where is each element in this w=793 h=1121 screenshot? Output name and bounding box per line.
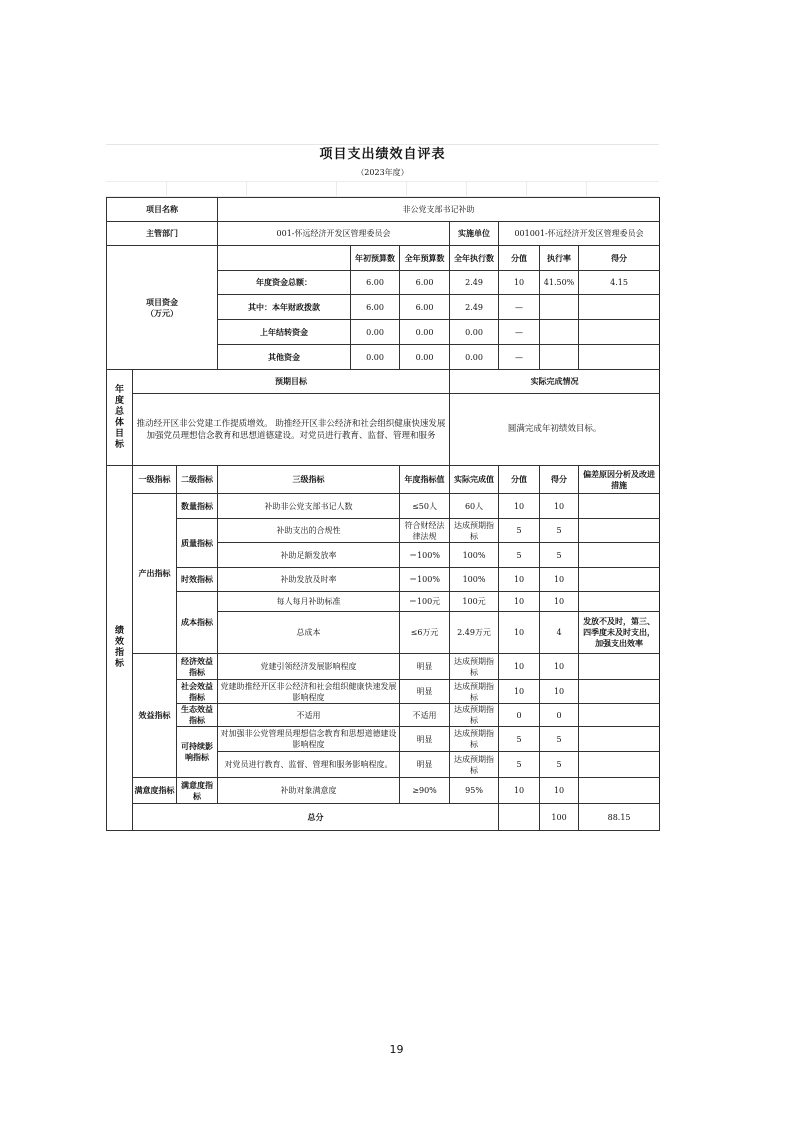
ind-score: 10: [540, 494, 579, 519]
funds-row-initial: 0.00: [351, 345, 400, 370]
level2-social: 社会效益指标: [177, 680, 218, 704]
total-blank: [499, 804, 540, 831]
ind-header-note: 偏差原因分析及改进措施: [579, 466, 660, 494]
level2-economic: 经济效益指标: [177, 654, 218, 680]
ind-name: 不适用: [218, 704, 400, 727]
ind-value: 0: [499, 704, 540, 727]
funds-header-annual: 全年预算数: [400, 246, 450, 271]
level2-timeliness: 时效指标: [177, 568, 218, 592]
ind-value: 5: [499, 752, 540, 778]
indicator-row: [107, 727, 660, 752]
level2-quantity: 数量指标: [177, 494, 218, 519]
funds-row-executed: 2.49: [450, 271, 499, 295]
dept-value: 001-怀远经济开发区管理委员会: [218, 222, 450, 246]
level2-sustainable: 可持续影响指标: [177, 727, 218, 778]
ind-target: ＝100%: [400, 543, 450, 568]
ind-header-score: 得分: [540, 466, 579, 494]
ind-score: 10: [540, 778, 579, 804]
ind-score: 10: [540, 568, 579, 592]
total-label: 总分: [133, 804, 499, 831]
ind-target: ＝100%: [400, 568, 450, 592]
indicator-row: [107, 778, 660, 804]
funds-row-score: [579, 295, 660, 320]
ind-score: 5: [540, 519, 579, 543]
goals-header-row: [107, 370, 660, 394]
funds-row-annual: 0.00: [400, 345, 450, 370]
ind-actual: 达成预期指标: [450, 654, 499, 680]
funds-row-value: —: [499, 320, 540, 345]
goals-expected: 推动经开区非公党建工作提质增效。 助推经开区非公经济和社会组织健康快速发展加强党员理想信念教育和思想道德建设。对党员进行教育、监督、管理和服务: [133, 394, 450, 466]
funds-row-name: 其他资金: [218, 345, 351, 370]
ind-target: ＝100元: [400, 592, 450, 612]
ind-name: 补助非公党支部书记人数: [218, 494, 400, 519]
ind-target: ≥90%: [400, 778, 450, 804]
ind-name: 对加强非公党管理员理想信念教育和思想道德建设影响程度: [218, 727, 400, 752]
ind-actual: 100元: [450, 592, 499, 612]
total-score: 88.15: [579, 804, 660, 831]
ind-value: 10: [499, 592, 540, 612]
ind-value: 5: [499, 543, 540, 568]
unit-value: 001001-怀远经济开发区管理委员会: [499, 222, 660, 246]
ind-score: 10: [540, 654, 579, 680]
ind-actual: 达成预期指标: [450, 727, 499, 752]
ind-actual: 95%: [450, 778, 499, 804]
project-name-label: 项目名称: [107, 198, 218, 222]
level1-benefit: 效益指标: [133, 654, 177, 778]
funds-row-name: 其中：本年财政拨款: [218, 295, 351, 320]
ind-name: 总成本: [218, 612, 400, 654]
evaluation-table: [106, 197, 660, 831]
funds-header-initial: 年初预算数: [351, 246, 400, 271]
unit-label: 实施单位: [450, 222, 499, 246]
level2-cost: 成本指标: [177, 592, 218, 654]
evaluation-form: [106, 144, 659, 831]
ind-target: 符合财经法律法规: [400, 519, 450, 543]
indicators-label-text: 绩效指标: [114, 626, 124, 669]
form-year: （2023年度）: [356, 168, 409, 177]
ind-actual: 达成预期指标: [450, 519, 499, 543]
ind-header-target: 年度指标值: [400, 466, 450, 494]
funds-row-score: 4.15: [579, 271, 660, 295]
goals-expected-header: 预期目标: [133, 370, 450, 394]
goals-actual-header: 实际完成情况: [450, 370, 660, 394]
ind-actual: 达成预期指标: [450, 752, 499, 778]
indicator-row: [107, 568, 660, 592]
funds-row-rate: [540, 320, 579, 345]
ind-actual: 达成预期指标: [450, 704, 499, 727]
ind-note: [579, 680, 660, 704]
indicators-label: [107, 466, 133, 831]
indicator-row: [107, 592, 660, 612]
ind-value: 10: [499, 612, 540, 654]
ind-value: 5: [499, 519, 540, 543]
ind-target: 不适用: [400, 704, 450, 727]
ind-score: 10: [540, 680, 579, 704]
ind-note: [579, 568, 660, 592]
indicator-row: [107, 654, 660, 680]
ind-header-actual: 实际完成值: [450, 466, 499, 494]
dept-row: [107, 222, 660, 246]
ind-header-level1: 一级指标: [133, 466, 177, 494]
funds-row-annual: 0.00: [400, 320, 450, 345]
funds-row-value: 10: [499, 271, 540, 295]
ind-score: 0: [540, 704, 579, 727]
funds-label: 项目资金 （万元）: [107, 246, 218, 370]
ind-score: 5: [540, 752, 579, 778]
level1-satisfaction: 满意度指标: [133, 778, 177, 804]
ind-score: 5: [540, 727, 579, 752]
funds-header-blank: [218, 246, 351, 271]
project-name-value: 非公党支部书记补助: [218, 198, 660, 222]
ind-value: 10: [499, 494, 540, 519]
funds-row-executed: 0.00: [450, 320, 499, 345]
funds-row-initial: 6.00: [351, 295, 400, 320]
goals-content-row: [107, 394, 660, 466]
ind-name: 补助支出的合规性: [218, 519, 400, 543]
funds-header-row: [107, 246, 660, 271]
funds-row-score: [579, 320, 660, 345]
funds-row-value: —: [499, 345, 540, 370]
ind-name: 补助发放及时率: [218, 568, 400, 592]
funds-row-value: —: [499, 295, 540, 320]
ind-score: 4: [540, 612, 579, 654]
level2-satisfaction: 满意度指标: [177, 778, 218, 804]
indicator-row: [107, 519, 660, 543]
funds-header-value: 分值: [499, 246, 540, 271]
ind-actual: 100%: [450, 543, 499, 568]
page-number: 19: [389, 1043, 404, 1056]
funds-row-rate: [540, 345, 579, 370]
form-title: 项目支出绩效自评表: [106, 144, 659, 165]
level1-output: 产出指标: [133, 494, 177, 654]
goals-label: [107, 370, 133, 466]
ind-note: [579, 727, 660, 752]
funds-header-score: 得分: [579, 246, 660, 271]
funds-row-initial: 6.00: [351, 271, 400, 295]
total-value: 100: [540, 804, 579, 831]
goals-actual: 圆满完成年初绩效目标。: [450, 394, 660, 466]
ind-note: [579, 519, 660, 543]
ind-header-level2: 二级指标: [177, 466, 218, 494]
funds-row-name: 年度资金总额：: [218, 271, 351, 295]
ind-target: ≤6万元: [400, 612, 450, 654]
level2-quality: 质量指标: [177, 519, 218, 568]
ind-target: 明显: [400, 680, 450, 704]
ind-target: 明显: [400, 654, 450, 680]
ind-value: 5: [499, 727, 540, 752]
funds-row-annual: 6.00: [400, 271, 450, 295]
ind-name: 补助足额发放率: [218, 543, 400, 568]
goals-label-text: 年度总体目标: [114, 384, 124, 450]
ind-score: 10: [540, 592, 579, 612]
ind-note: [579, 654, 660, 680]
indicator-row: [107, 494, 660, 519]
ind-actual: 达成预期指标: [450, 680, 499, 704]
ind-note: [579, 778, 660, 804]
funds-header-executed: 全年执行数: [450, 246, 499, 271]
funds-row-rate: [540, 295, 579, 320]
total-row: [107, 804, 660, 831]
ind-note: [579, 494, 660, 519]
ind-name: 党建助推经开区非公经济和社会组织健康快速发展影响程度: [218, 680, 400, 704]
funds-row-score: [579, 345, 660, 370]
level2-ecological: 生态效益指标: [177, 704, 218, 727]
ind-note: [579, 592, 660, 612]
ind-header-value: 分值: [499, 466, 540, 494]
ind-note: 发放不及时，第三、四季度未及时支出，加强支出效率: [579, 612, 660, 654]
ind-value: 10: [499, 778, 540, 804]
ind-note: [579, 752, 660, 778]
funds-row-initial: 0.00: [351, 320, 400, 345]
funds-row-rate: 41.50%: [540, 271, 579, 295]
ind-target: ≤50人: [400, 494, 450, 519]
ind-name: 每人每月补助标准: [218, 592, 400, 612]
funds-row-name: 上年结转资金: [218, 320, 351, 345]
dept-label: 主管部门: [107, 222, 218, 246]
ind-value: 10: [499, 680, 540, 704]
ind-value: 10: [499, 568, 540, 592]
ind-name: 对党员进行教育、监督、管理和服务影响程度。: [218, 752, 400, 778]
ind-header-level3: 三级指标: [218, 466, 400, 494]
ind-target: 明显: [400, 727, 450, 752]
ind-actual: 100%: [450, 568, 499, 592]
project-name-row: [107, 198, 660, 222]
blank-grid-row: [106, 181, 659, 197]
ind-target: 明显: [400, 752, 450, 778]
indicator-row: [107, 680, 660, 704]
ind-name: 党建引领经济发展影响程度: [218, 654, 400, 680]
ind-note: [579, 543, 660, 568]
funds-row-executed: 2.49: [450, 295, 499, 320]
funds-row-annual: 6.00: [400, 295, 450, 320]
ind-actual: 60人: [450, 494, 499, 519]
ind-value: 10: [499, 654, 540, 680]
indicator-row: [107, 704, 660, 727]
ind-score: 5: [540, 543, 579, 568]
indicator-header-row: [107, 466, 660, 494]
ind-name: 补助对象满意度: [218, 778, 400, 804]
funds-header-rate: 执行率: [540, 246, 579, 271]
ind-note: [579, 704, 660, 727]
ind-actual: 2.49万元: [450, 612, 499, 654]
funds-row-executed: 0.00: [450, 345, 499, 370]
